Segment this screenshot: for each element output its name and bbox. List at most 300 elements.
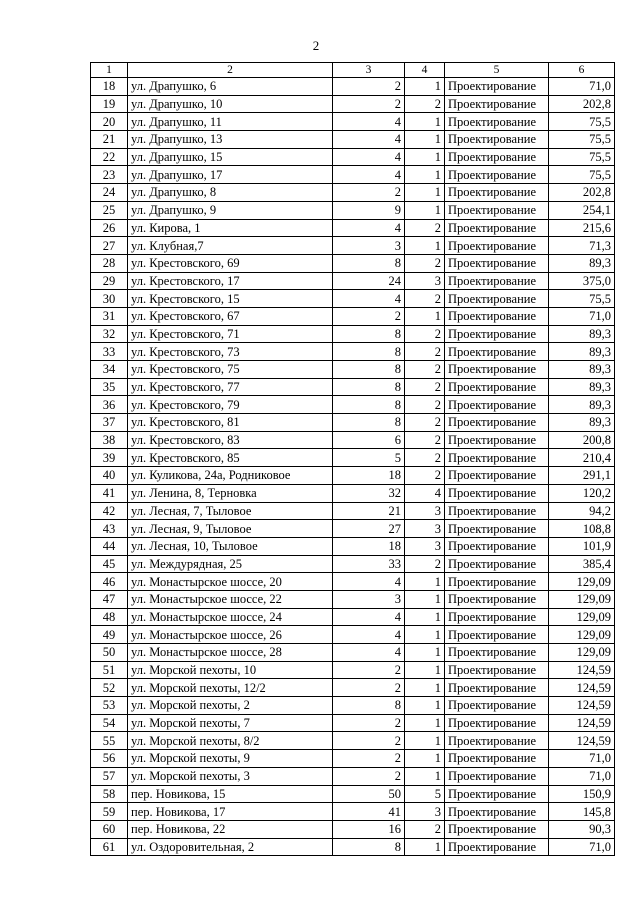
- col4-value-cell: 2: [405, 431, 445, 449]
- col3-value-cell: 24: [333, 272, 405, 290]
- col4-value-cell: 1: [405, 697, 445, 715]
- row-number-cell: 45: [91, 555, 128, 573]
- col4-value-cell: 2: [405, 449, 445, 467]
- col6-value-cell: 71,0: [549, 307, 615, 325]
- col3-value-cell: 27: [333, 520, 405, 538]
- address-cell: ул. Морской пехоты, 2: [128, 697, 333, 715]
- col6-value-cell: 129,09: [549, 644, 615, 662]
- address-cell: ул. Монастырское шоссе, 26: [128, 626, 333, 644]
- table-row: [91, 431, 615, 449]
- col3-value-cell: 4: [333, 131, 405, 149]
- col3-value-cell: 2: [333, 307, 405, 325]
- col6-value-cell: 71,0: [549, 78, 615, 96]
- col4-value-cell: 1: [405, 201, 445, 219]
- col6-value-cell: 120,2: [549, 484, 615, 502]
- row-number-cell: 57: [91, 767, 128, 785]
- stage-cell: Проектирование: [445, 201, 549, 219]
- col3-value-cell: 4: [333, 644, 405, 662]
- col4-value-cell: 1: [405, 131, 445, 149]
- table-row: [91, 714, 615, 732]
- table-row: [91, 679, 615, 697]
- address-cell: ул. Драпушко, 9: [128, 201, 333, 219]
- col4-value-cell: 2: [405, 325, 445, 343]
- col6-value-cell: 75,5: [549, 113, 615, 131]
- col3-value-cell: 2: [333, 767, 405, 785]
- col6-value-cell: 94,2: [549, 502, 615, 520]
- stage-cell: Проектирование: [445, 661, 549, 679]
- row-number-cell: 28: [91, 254, 128, 272]
- table-row: [91, 325, 615, 343]
- column-header: 3: [333, 63, 405, 78]
- col4-value-cell: 2: [405, 290, 445, 308]
- objects-table: [90, 62, 615, 856]
- col6-value-cell: 108,8: [549, 520, 615, 538]
- address-cell: ул. Лесная, 9, Тыловое: [128, 520, 333, 538]
- stage-cell: Проектирование: [445, 414, 549, 432]
- col4-value-cell: 1: [405, 307, 445, 325]
- address-cell: ул. Крестовского, 85: [128, 449, 333, 467]
- stage-cell: Проектирование: [445, 378, 549, 396]
- table-row: [91, 78, 615, 96]
- address-cell: ул. Монастырское шоссе, 20: [128, 573, 333, 591]
- table-row: [91, 254, 615, 272]
- col6-value-cell: 124,59: [549, 714, 615, 732]
- column-header: 4: [405, 63, 445, 78]
- col6-value-cell: 202,8: [549, 184, 615, 202]
- address-cell: ул. Лесная, 10, Тыловое: [128, 537, 333, 555]
- address-cell: ул. Драпушко, 17: [128, 166, 333, 184]
- col3-value-cell: 4: [333, 113, 405, 131]
- stage-cell: Проектирование: [445, 131, 549, 149]
- col6-value-cell: 202,8: [549, 95, 615, 113]
- col6-value-cell: 89,3: [549, 378, 615, 396]
- address-cell: ул. Крестовского, 79: [128, 396, 333, 414]
- col3-value-cell: 5: [333, 449, 405, 467]
- col3-value-cell: 4: [333, 290, 405, 308]
- col6-value-cell: 129,09: [549, 608, 615, 626]
- row-number-cell: 58: [91, 785, 128, 803]
- col4-value-cell: 2: [405, 254, 445, 272]
- address-cell: ул. Морской пехоты, 10: [128, 661, 333, 679]
- col3-value-cell: 2: [333, 78, 405, 96]
- address-cell: ул. Драпушко, 8: [128, 184, 333, 202]
- address-cell: ул. Драпушко, 10: [128, 95, 333, 113]
- table-row: [91, 290, 615, 308]
- row-number-cell: 44: [91, 537, 128, 555]
- col3-value-cell: 2: [333, 732, 405, 750]
- stage-cell: Проектирование: [445, 820, 549, 838]
- row-number-cell: 31: [91, 307, 128, 325]
- column-header: 1: [91, 63, 128, 78]
- address-cell: ул. Крестовского, 83: [128, 431, 333, 449]
- row-number-cell: 61: [91, 838, 128, 856]
- col6-value-cell: 89,3: [549, 254, 615, 272]
- table-row: [91, 732, 615, 750]
- col3-value-cell: 8: [333, 414, 405, 432]
- col6-value-cell: 145,8: [549, 803, 615, 821]
- stage-cell: Проектирование: [445, 467, 549, 485]
- stage-cell: Проектирование: [445, 537, 549, 555]
- col6-value-cell: 124,59: [549, 661, 615, 679]
- address-cell: ул. Крестовского, 73: [128, 343, 333, 361]
- stage-cell: Проектирование: [445, 272, 549, 290]
- col3-value-cell: 2: [333, 661, 405, 679]
- table-row: [91, 608, 615, 626]
- col6-value-cell: 124,59: [549, 679, 615, 697]
- col4-value-cell: 2: [405, 343, 445, 361]
- col3-value-cell: 9: [333, 201, 405, 219]
- col4-value-cell: 1: [405, 573, 445, 591]
- table-row: [91, 449, 615, 467]
- address-cell: ул. Монастырское шоссе, 24: [128, 608, 333, 626]
- stage-cell: Проектирование: [445, 396, 549, 414]
- row-number-cell: 37: [91, 414, 128, 432]
- stage-cell: Проектирование: [445, 714, 549, 732]
- row-number-cell: 34: [91, 361, 128, 379]
- col6-value-cell: 385,4: [549, 555, 615, 573]
- col4-value-cell: 2: [405, 361, 445, 379]
- col3-value-cell: 21: [333, 502, 405, 520]
- table-row: [91, 590, 615, 608]
- table-row: [91, 626, 615, 644]
- col4-value-cell: 1: [405, 113, 445, 131]
- stage-cell: Проектирование: [445, 95, 549, 113]
- col6-value-cell: 90,3: [549, 820, 615, 838]
- col6-value-cell: 89,3: [549, 414, 615, 432]
- table-row: [91, 201, 615, 219]
- col3-value-cell: 50: [333, 785, 405, 803]
- address-cell: ул. Крестовского, 67: [128, 307, 333, 325]
- col4-value-cell: 3: [405, 803, 445, 821]
- table-row: [91, 502, 615, 520]
- col3-value-cell: 2: [333, 95, 405, 113]
- col6-value-cell: 75,5: [549, 131, 615, 149]
- col4-value-cell: 1: [405, 644, 445, 662]
- stage-cell: Проектирование: [445, 325, 549, 343]
- stage-cell: Проектирование: [445, 449, 549, 467]
- table-row: [91, 820, 615, 838]
- row-number-cell: 42: [91, 502, 128, 520]
- col3-value-cell: 4: [333, 166, 405, 184]
- stage-cell: Проектирование: [445, 590, 549, 608]
- col6-value-cell: 375,0: [549, 272, 615, 290]
- address-cell: ул. Морской пехоты, 3: [128, 767, 333, 785]
- col6-value-cell: 75,5: [549, 166, 615, 184]
- table-row: [91, 537, 615, 555]
- column-header: 2: [128, 63, 333, 78]
- col4-value-cell: 2: [405, 555, 445, 573]
- col6-value-cell: 124,59: [549, 732, 615, 750]
- col6-value-cell: 200,8: [549, 431, 615, 449]
- row-number-cell: 32: [91, 325, 128, 343]
- address-cell: ул. Крестовского, 81: [128, 414, 333, 432]
- col3-value-cell: 8: [333, 697, 405, 715]
- row-number-cell: 33: [91, 343, 128, 361]
- table-row: [91, 573, 615, 591]
- col4-value-cell: 4: [405, 484, 445, 502]
- address-cell: ул. Клубная,7: [128, 237, 333, 255]
- col4-value-cell: 2: [405, 414, 445, 432]
- stage-cell: Проектирование: [445, 254, 549, 272]
- row-number-cell: 41: [91, 484, 128, 502]
- page-number: 2: [312, 38, 320, 53]
- stage-cell: Проектирование: [445, 767, 549, 785]
- stage-cell: Проектирование: [445, 290, 549, 308]
- col6-value-cell: 71,0: [549, 750, 615, 768]
- col3-value-cell: 4: [333, 608, 405, 626]
- stage-cell: Проектирование: [445, 750, 549, 768]
- stage-cell: Проектирование: [445, 113, 549, 131]
- col3-value-cell: 41: [333, 803, 405, 821]
- stage-cell: Проектирование: [445, 237, 549, 255]
- col3-value-cell: 8: [333, 838, 405, 856]
- address-cell: ул. Морской пехоты, 7: [128, 714, 333, 732]
- col4-value-cell: 1: [405, 184, 445, 202]
- row-number-cell: 18: [91, 78, 128, 96]
- row-number-cell: 29: [91, 272, 128, 290]
- stage-cell: Проектирование: [445, 307, 549, 325]
- col6-value-cell: 215,6: [549, 219, 615, 237]
- address-cell: ул. Драпушко, 11: [128, 113, 333, 131]
- col3-value-cell: 2: [333, 184, 405, 202]
- col4-value-cell: 1: [405, 148, 445, 166]
- address-cell: ул. Драпушко, 15: [128, 148, 333, 166]
- row-number-cell: 30: [91, 290, 128, 308]
- stage-cell: Проектирование: [445, 679, 549, 697]
- col3-value-cell: 4: [333, 219, 405, 237]
- row-number-cell: 48: [91, 608, 128, 626]
- col3-value-cell: 2: [333, 750, 405, 768]
- col3-value-cell: 18: [333, 537, 405, 555]
- table-row: [91, 272, 615, 290]
- col3-value-cell: 2: [333, 714, 405, 732]
- table-row: [91, 697, 615, 715]
- col6-value-cell: 101,9: [549, 537, 615, 555]
- address-cell: ул. Морской пехоты, 8/2: [128, 732, 333, 750]
- address-cell: ул. Крестовского, 71: [128, 325, 333, 343]
- stage-cell: Проектирование: [445, 502, 549, 520]
- stage-cell: Проектирование: [445, 361, 549, 379]
- col3-value-cell: 32: [333, 484, 405, 502]
- address-cell: ул. Крестовского, 69: [128, 254, 333, 272]
- col4-value-cell: 1: [405, 237, 445, 255]
- stage-cell: Проектирование: [445, 520, 549, 538]
- address-cell: пер. Новикова, 22: [128, 820, 333, 838]
- col6-value-cell: 89,3: [549, 361, 615, 379]
- stage-cell: Проектирование: [445, 785, 549, 803]
- col4-value-cell: 1: [405, 679, 445, 697]
- table-row: [91, 131, 615, 149]
- table-row: [91, 803, 615, 821]
- stage-cell: Проектирование: [445, 431, 549, 449]
- row-number-cell: 52: [91, 679, 128, 697]
- address-cell: ул. Монастырское шоссе, 22: [128, 590, 333, 608]
- row-number-cell: 53: [91, 697, 128, 715]
- stage-cell: Проектирование: [445, 803, 549, 821]
- col4-value-cell: 5: [405, 785, 445, 803]
- table-header-row: [91, 63, 615, 78]
- row-number-cell: 60: [91, 820, 128, 838]
- table-row: [91, 307, 615, 325]
- address-cell: ул. Междурядная, 25: [128, 555, 333, 573]
- col4-value-cell: 1: [405, 732, 445, 750]
- col4-value-cell: 1: [405, 661, 445, 679]
- col4-value-cell: 2: [405, 467, 445, 485]
- stage-cell: Проектирование: [445, 626, 549, 644]
- stage-cell: Проектирование: [445, 697, 549, 715]
- table-row: [91, 555, 615, 573]
- table-row: [91, 467, 615, 485]
- table-row: [91, 484, 615, 502]
- row-number-cell: 24: [91, 184, 128, 202]
- stage-cell: Проектирование: [445, 644, 549, 662]
- address-cell: ул. Кирова, 1: [128, 219, 333, 237]
- col4-value-cell: 3: [405, 537, 445, 555]
- row-number-cell: 23: [91, 166, 128, 184]
- column-header: 5: [445, 63, 549, 78]
- stage-cell: Проектирование: [445, 78, 549, 96]
- row-number-cell: 39: [91, 449, 128, 467]
- table-row: [91, 237, 615, 255]
- col3-value-cell: 3: [333, 237, 405, 255]
- col6-value-cell: 89,3: [549, 343, 615, 361]
- row-number-cell: 54: [91, 714, 128, 732]
- col3-value-cell: 16: [333, 820, 405, 838]
- address-cell: ул. Куликова, 24а, Родниковое: [128, 467, 333, 485]
- table-row: [91, 166, 615, 184]
- col6-value-cell: 210,4: [549, 449, 615, 467]
- col3-value-cell: 8: [333, 325, 405, 343]
- col4-value-cell: 2: [405, 95, 445, 113]
- address-cell: ул. Ленина, 8, Терновка: [128, 484, 333, 502]
- col4-value-cell: 2: [405, 820, 445, 838]
- row-number-cell: 46: [91, 573, 128, 591]
- row-number-cell: 49: [91, 626, 128, 644]
- col4-value-cell: 2: [405, 396, 445, 414]
- row-number-cell: 26: [91, 219, 128, 237]
- table-row: [91, 644, 615, 662]
- table-row: [91, 95, 615, 113]
- address-cell: ул. Крестовского, 15: [128, 290, 333, 308]
- table-row: [91, 520, 615, 538]
- col4-value-cell: 1: [405, 838, 445, 856]
- col6-value-cell: 89,3: [549, 396, 615, 414]
- column-header: 6: [549, 63, 615, 78]
- row-number-cell: 20: [91, 113, 128, 131]
- stage-cell: Проектирование: [445, 166, 549, 184]
- row-number-cell: 27: [91, 237, 128, 255]
- row-number-cell: 38: [91, 431, 128, 449]
- col6-value-cell: 71,3: [549, 237, 615, 255]
- col6-value-cell: 71,0: [549, 838, 615, 856]
- address-cell: пер. Новикова, 17: [128, 803, 333, 821]
- table-row: [91, 378, 615, 396]
- row-number-cell: 59: [91, 803, 128, 821]
- col3-value-cell: 3: [333, 590, 405, 608]
- row-number-cell: 35: [91, 378, 128, 396]
- address-cell: ул. Драпушко, 13: [128, 131, 333, 149]
- col6-value-cell: 129,09: [549, 573, 615, 591]
- col4-value-cell: 2: [405, 219, 445, 237]
- col6-value-cell: 129,09: [549, 590, 615, 608]
- col4-value-cell: 1: [405, 626, 445, 644]
- address-cell: ул. Оздоровительная, 2: [128, 838, 333, 856]
- col4-value-cell: 1: [405, 767, 445, 785]
- row-number-cell: 40: [91, 467, 128, 485]
- col6-value-cell: 150,9: [549, 785, 615, 803]
- table-row: [91, 184, 615, 202]
- col3-value-cell: 8: [333, 343, 405, 361]
- row-number-cell: 43: [91, 520, 128, 538]
- col3-value-cell: 8: [333, 378, 405, 396]
- address-cell: ул. Монастырское шоссе, 28: [128, 644, 333, 662]
- stage-cell: Проектирование: [445, 555, 549, 573]
- table-row: [91, 750, 615, 768]
- stage-cell: Проектирование: [445, 343, 549, 361]
- col4-value-cell: 1: [405, 590, 445, 608]
- row-number-cell: 21: [91, 131, 128, 149]
- col3-value-cell: 2: [333, 679, 405, 697]
- stage-cell: Проектирование: [445, 608, 549, 626]
- col3-value-cell: 8: [333, 254, 405, 272]
- table-row: [91, 661, 615, 679]
- stage-cell: Проектирование: [445, 838, 549, 856]
- col6-value-cell: 124,59: [549, 697, 615, 715]
- col4-value-cell: 1: [405, 78, 445, 96]
- stage-cell: Проектирование: [445, 732, 549, 750]
- stage-cell: Проектирование: [445, 573, 549, 591]
- stage-cell: Проектирование: [445, 219, 549, 237]
- address-cell: пер. Новикова, 15: [128, 785, 333, 803]
- col4-value-cell: 1: [405, 608, 445, 626]
- col3-value-cell: 4: [333, 148, 405, 166]
- col6-value-cell: 129,09: [549, 626, 615, 644]
- table-row: [91, 343, 615, 361]
- col3-value-cell: 18: [333, 467, 405, 485]
- col3-value-cell: 33: [333, 555, 405, 573]
- row-number-cell: 51: [91, 661, 128, 679]
- stage-cell: Проектирование: [445, 484, 549, 502]
- col4-value-cell: 3: [405, 520, 445, 538]
- col4-value-cell: 1: [405, 750, 445, 768]
- address-cell: ул. Крестовского, 77: [128, 378, 333, 396]
- table-row: [91, 219, 615, 237]
- col3-value-cell: 8: [333, 361, 405, 379]
- table-row: [91, 113, 615, 131]
- address-cell: ул. Морской пехоты, 12/2: [128, 679, 333, 697]
- col6-value-cell: 291,1: [549, 467, 615, 485]
- col4-value-cell: 3: [405, 502, 445, 520]
- col6-value-cell: 254,1: [549, 201, 615, 219]
- address-cell: ул. Крестовского, 75: [128, 361, 333, 379]
- row-number-cell: 50: [91, 644, 128, 662]
- row-number-cell: 47: [91, 590, 128, 608]
- table-row: [91, 414, 615, 432]
- row-number-cell: 25: [91, 201, 128, 219]
- col4-value-cell: 3: [405, 272, 445, 290]
- table-row: [91, 767, 615, 785]
- row-number-cell: 56: [91, 750, 128, 768]
- table-row: [91, 148, 615, 166]
- col6-value-cell: 75,5: [549, 290, 615, 308]
- table-row: [91, 838, 615, 856]
- col3-value-cell: 4: [333, 626, 405, 644]
- row-number-cell: 22: [91, 148, 128, 166]
- col4-value-cell: 2: [405, 378, 445, 396]
- row-number-cell: 55: [91, 732, 128, 750]
- table-row: [91, 396, 615, 414]
- table-row: [91, 361, 615, 379]
